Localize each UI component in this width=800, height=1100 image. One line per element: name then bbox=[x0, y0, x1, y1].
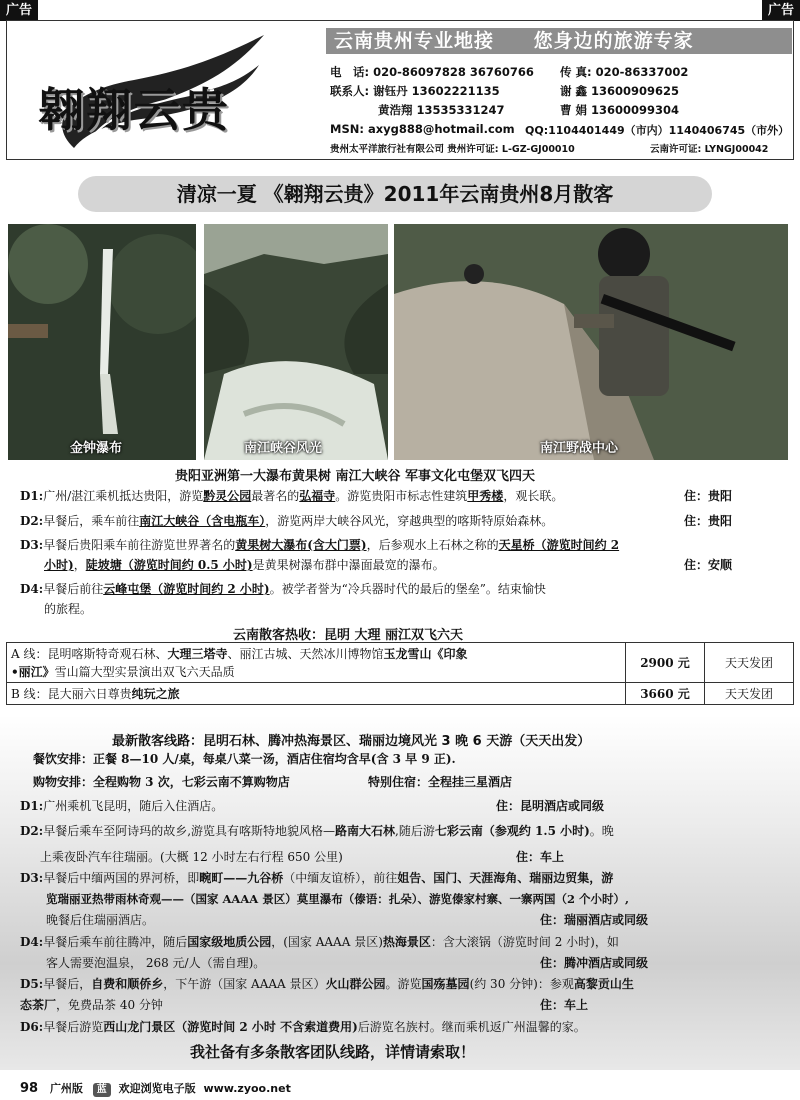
slogan-bar bbox=[326, 28, 792, 54]
special-accommodation: 特别住宿：全程挂三星酒店 bbox=[368, 775, 513, 789]
route-a-schedule: 天天发团 bbox=[705, 643, 794, 683]
slogan-right: 您身边的旅游专家 bbox=[533, 30, 694, 52]
photo-label-3: 南江野战中心 bbox=[540, 441, 619, 456]
route-b-desc: B 线：昆大丽六日尊贵纯玩之旅 bbox=[7, 683, 626, 705]
gz-day-4: D4:早餐后前往云峰屯堡（游览时间约 2 小时)。被学者誉为“冷兵器时代的最后的堡垒”。结束愉快 bbox=[20, 582, 546, 596]
slogan-left: 云南贵州专业地接 bbox=[334, 30, 495, 52]
r2-day-5: D5:早餐后，自费和顺侨乡，下午游（国家 AAAA 景区）火山群公园。游览国殇墓园(约 30 分钟)：参观高黎贡山生 bbox=[20, 977, 634, 991]
contact-4: 曹 娟 13600099304 bbox=[560, 103, 680, 117]
photo-field-battle bbox=[394, 224, 788, 460]
r2-day-2: D2:早餐后乘车至阿诗玛的故乡,游览具有喀斯特地貌风格—路南大石林,随后游七彩云南（参观约 1.5 小时)。晚 bbox=[20, 824, 614, 838]
r2-day-4-cont: 客人需要泡温泉， 268 元/人（需自理)。 bbox=[46, 956, 266, 970]
qq: QQ:1104401449（市内）1140406745（市外） bbox=[525, 124, 790, 137]
gz-day-1-stay: 住：贵阳 bbox=[684, 489, 733, 503]
gz-day-2-stay: 住：贵阳 bbox=[684, 514, 733, 528]
main-title: 清凉一夏 《翱翔云贵》2011年云南贵州8月散客 bbox=[78, 176, 712, 212]
route-a-desc: A 线：昆明喀斯特奇观石林、大理三塔寺、丽江古城、天然冰川博物馆玉龙雪山《印象 •丽江》雪山篇大型实景演出双飞六天品质 bbox=[7, 643, 626, 683]
r2-day-3-cont2: 晚餐后住瑞丽酒店。 bbox=[46, 913, 155, 927]
contact-1: 联系人: 谢钰丹 13602221135 bbox=[330, 84, 500, 98]
ad-label-left: 广告 bbox=[0, 0, 38, 21]
yunnan-heading: 云南散客热收：昆明 大理 丽江双飞六天 bbox=[233, 628, 464, 643]
photo-canyon bbox=[204, 224, 388, 460]
price-table bbox=[6, 642, 794, 705]
page-number: 98 bbox=[20, 1081, 39, 1096]
edition: 广州版 bbox=[49, 1082, 83, 1095]
gz-day-3: D3:早餐后贵阳乘车前往游览世界著名的黄果树大瀑布(含大门票)，后参观水上石林之称的天星桥（游览时间约 2 bbox=[20, 538, 620, 552]
gz-day-1: D1:广州/湛江乘机抵达贵阳，游览黔灵公园最著名的弘福寺。游览贵阳市标志性建筑甲秀楼，观长联。 bbox=[20, 489, 564, 503]
soldier-icon bbox=[394, 224, 788, 460]
r2-day-6: D6:早餐后游览西山龙门景区（游览时间 2 小时 不含索道费用)后游览名族村。继而乘机返广州温馨的家。 bbox=[20, 1020, 586, 1034]
photo-label-1: 金钟瀑布 bbox=[70, 441, 123, 456]
logo-text: 翱翔云贵 bbox=[38, 83, 230, 137]
r2-day-1-stay: 住：昆明酒店或同级 bbox=[496, 799, 605, 813]
r2-day-5-stay: 住：车上 bbox=[540, 998, 589, 1012]
footer bbox=[20, 1080, 291, 1097]
ad-label-right: 广告 bbox=[762, 0, 800, 21]
gz-day-3-cont: 小时)，陡坡塘（游览时间约 0.5 小时)是黄果树瀑布群中瀑面最宽的瀑布。 bbox=[44, 558, 445, 572]
r2-day-3-cont: 览瑞丽亚热带雨林奇观——（国家 AAAA 景区）莫里瀑布（傣语：扎朵）、游览傣家村寨、一寨两国（2 个小时）, bbox=[46, 892, 629, 906]
contact-3: 黄浩翔 13535331247 bbox=[378, 103, 505, 117]
table-row bbox=[7, 643, 794, 683]
r2-day-4: D4:早餐后乘车前往腾冲，随后国家级地质公园，(国家 AAAA 景区)热海景区：含大滚锅（游览时间 2 小时)，如 bbox=[20, 935, 619, 949]
yunnan-license: 云南许可证: LYNGJ00042 bbox=[650, 144, 769, 155]
photo-waterfall bbox=[8, 224, 196, 460]
r2-day-1: D1:广州乘机飞昆明，随后入住酒店。 bbox=[20, 799, 224, 813]
r2-day-5-cont: 态茶厂，免费品茶 40 分钟 bbox=[20, 998, 163, 1012]
meal-arrangement: 餐饮安排：正餐 8—10 人/桌，每桌八菜一汤，酒店住宿均含早(含 3 早 9 正). bbox=[33, 752, 456, 766]
guizhou-heading: 贵阳亚洲第一大瀑布黄果树 南江大峡谷 军事文化屯堡双飞四天 bbox=[175, 469, 536, 484]
r2-day-3: D3:早餐后中缅两国的界河桥，即畹町——九谷桥（中缅友谊桥），前往姐告、国门、天涯海角、瑞丽边贸集，游 bbox=[20, 871, 614, 885]
promo-text: 欢迎浏览电子版 bbox=[118, 1082, 196, 1095]
gz-day-4-cont: 的旅程。 bbox=[44, 602, 93, 616]
photo-label-2: 南江峡谷风光 bbox=[244, 441, 323, 456]
website-link[interactable]: www.zyoo.net bbox=[203, 1082, 291, 1095]
route-b-price: 3660 元 bbox=[626, 683, 705, 705]
r2-day-2-cont: 上乘夜卧汽车往瑞丽。(大概 12 小时左右行程 650 公里) bbox=[40, 850, 343, 864]
company-license: 贵州太平洋旅行社有限公司 贵州许可证: L-GZ-GJ00010 bbox=[330, 144, 575, 155]
closing-note: 我社备有多条散客团队线路，详情请索取！ bbox=[190, 1043, 476, 1061]
route-a-price: 2900 元 bbox=[626, 643, 705, 683]
msn: MSN: axyg888@hotmail.com bbox=[330, 122, 515, 136]
phone: 电 话: 020-86097828 36760766 bbox=[330, 65, 534, 79]
r2-day-2-stay: 住：车上 bbox=[516, 850, 565, 864]
canyon-icon bbox=[204, 224, 388, 460]
edition-badge: 蓝 bbox=[93, 1083, 111, 1097]
table-row bbox=[7, 683, 794, 705]
contact-2: 谢 鑫 13600909625 bbox=[560, 84, 680, 98]
route-b-schedule: 天天发团 bbox=[705, 683, 794, 705]
gz-day-2: D2:早餐后，乘车前往南江大峡谷（含电瓶车），游览两岸大峡谷风光，穿越典型的喀斯特原始森林。 bbox=[20, 514, 554, 528]
r2-day-3-stay: 住：瑞丽酒店或同级 bbox=[540, 913, 649, 927]
route2-heading: 最新散客线路：昆明石林、腾冲热海景区、瑞丽边境风光 3 晚 6 天游（天天出发） bbox=[112, 734, 591, 749]
r2-day-4-stay: 住：腾冲酒店或同级 bbox=[540, 956, 649, 970]
logo bbox=[14, 30, 314, 152]
fax: 传 真: 020-86337002 bbox=[560, 65, 689, 79]
gz-day-3-stay: 住：安顺 bbox=[684, 558, 733, 572]
waterfall-icon bbox=[8, 224, 196, 460]
shopping-arrangement: 购物安排：全程购物 3 次，七彩云南不算购物店 bbox=[33, 775, 290, 789]
